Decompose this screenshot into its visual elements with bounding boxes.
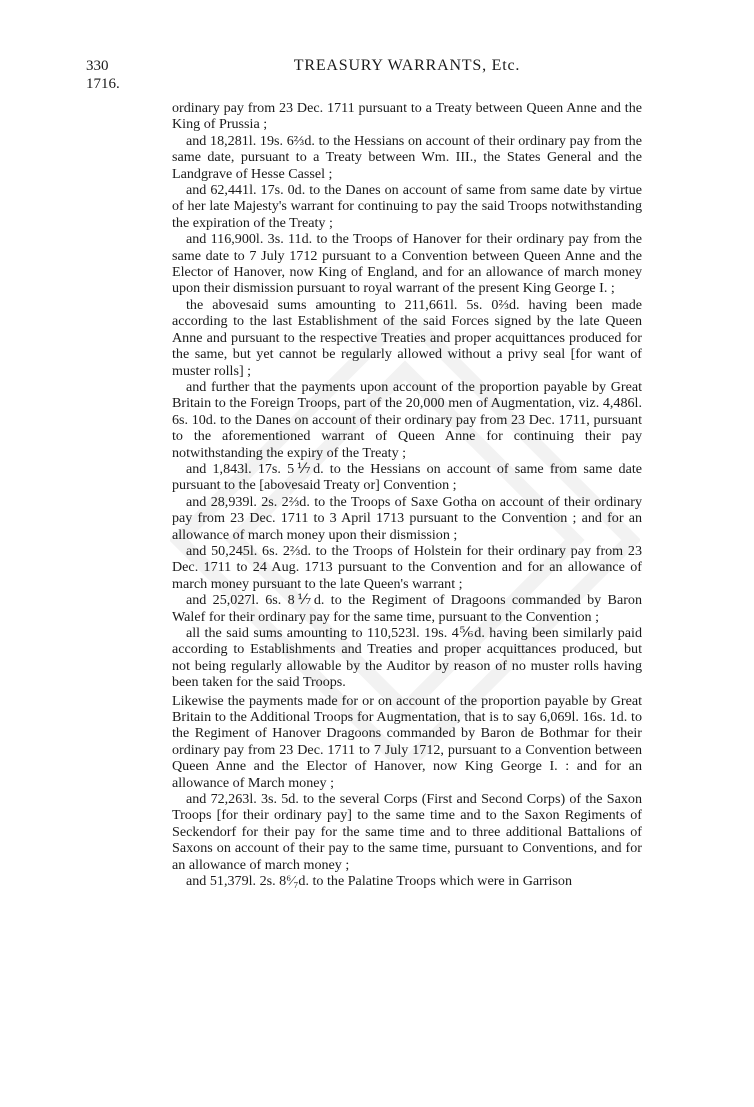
page-header (0, 0, 754, 100)
paragraph-4: and 116,900l. 3s. 11d. to the Troops of Hanover for their ordinary pay from the same date to 7 July 1712 pursuant to a Convention between Queen Anne and the Elector of Hanover, now King of England, and for an allowance of march money upon their dismission pursuant to royal warrant of the present King George I. ; (172, 231, 642, 297)
paragraph-5: the abovesaid sums amounting to 211,661l. 5s. 0⅔d. having been made according to the last Establishment of the said Forces signed by the late Queen Anne and pursuant to the respective Treaties and proper acquittances produced for the same, but yet cannot be regularly allowed without a privy seal [for want of muster rolls] ; (172, 296, 642, 379)
paragraph-1: ordinary pay from 23 Dec. 1711 pursuant to a Treaty between Queen Anne and the King of Prussia ; (172, 100, 642, 133)
paragraph-13: and 72,263l. 3s. 5d. to the several Corps (First and Second Corps) of the Saxon Troops [for their ordinary pay] to the same time and to the Saxon Regiments of Seckendorf for their pay for the same time and to three additional Battalions of Saxons on account of their pay to the same time, pursuant to Conventions, and for an allowance of march money ; (172, 791, 642, 873)
paragraph-8: and 28,939l. 2s. 2⅔d. to the Troops of Saxe Gotha on account of their ordinary pay from 23 Dec. 1711 to 3 April 1713 pursuant to the Convention ; and for an allowance of march money upon their dismission ; (172, 493, 642, 543)
paragraph-11: all the said sums amounting to 110,523l. 19s. 4⅚d. having been similarly paid according to Establishments and Treaties and proper acquittances produced, but not being regularly allowable by the Auditor by reason of no muster rolls having been taken for the said Troops. (172, 625, 642, 691)
paragraph-12: Likewise the payments made for or on account of the proportion payable by Great Britain to the Additional Troops for Augmentation, that is to say 6,069l. 16s. 1d. to the Regiment of Hanover Dragoons commanded by Baron de Bothmar for their ordinary pay from 23 Dec. 1711 to 7 July 1712, pursuant to a Convention between Queen Anne and the Elector of Hanover, now King George I. : and for an allowance of March money ; (172, 692, 642, 791)
paragraph-2: and 18,281l. 19s. 6⅔d. to the Hessians on account of their ordinary pay from the same date, pursuant to a Treaty between Wm. III., the States General and the Landgrave of Hesse Cassel ; (172, 132, 642, 182)
paragraph-14: and 51,379l. 2s. 8⁶⁄₇d. to the Palatine Troops which were in Garrison (186, 873, 573, 890)
page-number: 330 (86, 58, 109, 74)
paragraph-10: and 25,027l. 6s. 8⅐d. to the Regiment of Dragoons commanded by Baron Walef for their ordinary pay for the same time, pursuant to the Convention ; (172, 592, 642, 625)
margin-year: 1716. (86, 76, 120, 92)
document-body (172, 100, 642, 890)
paragraph-7: and 1,843l. 17s. 5⅐d. to the Hessians on account of same from same date pursuant to the [abovesaid Treaty or] Convention ; (172, 460, 642, 494)
paragraph-3: and 62,441l. 17s. 0d. to the Danes on account of same from same date by virtue of her late Majesty's warrant for continuing to pay the said Troops notwithstanding the expiration of the Treaty ; (172, 182, 642, 231)
paragraph-6: and further that the payments upon account of the proportion payable by Great Britain to the Foreign Troops, part of the 20,000 men of Augmentation, viz. 4,486l. 6s. 10d. to the Danes on account of their ordinary pay from 23 Dec. 1711, pursuant to the aforementioned warrant of Queen Anne for continuing their pay notwithstanding the expiry of the Treaty ; (172, 378, 642, 461)
running-title: TREASURY WARRANTS, Etc. (293, 57, 521, 74)
paragraph-9: and 50,245l. 6s. 2⅔d. to the Troops of Holstein for their ordinary pay from 23 Dec. 1711 to 24 Aug. 1713 pursuant to the Convention and for an allowance of march money pursuant to the late Queen's warrant ; (172, 542, 642, 592)
